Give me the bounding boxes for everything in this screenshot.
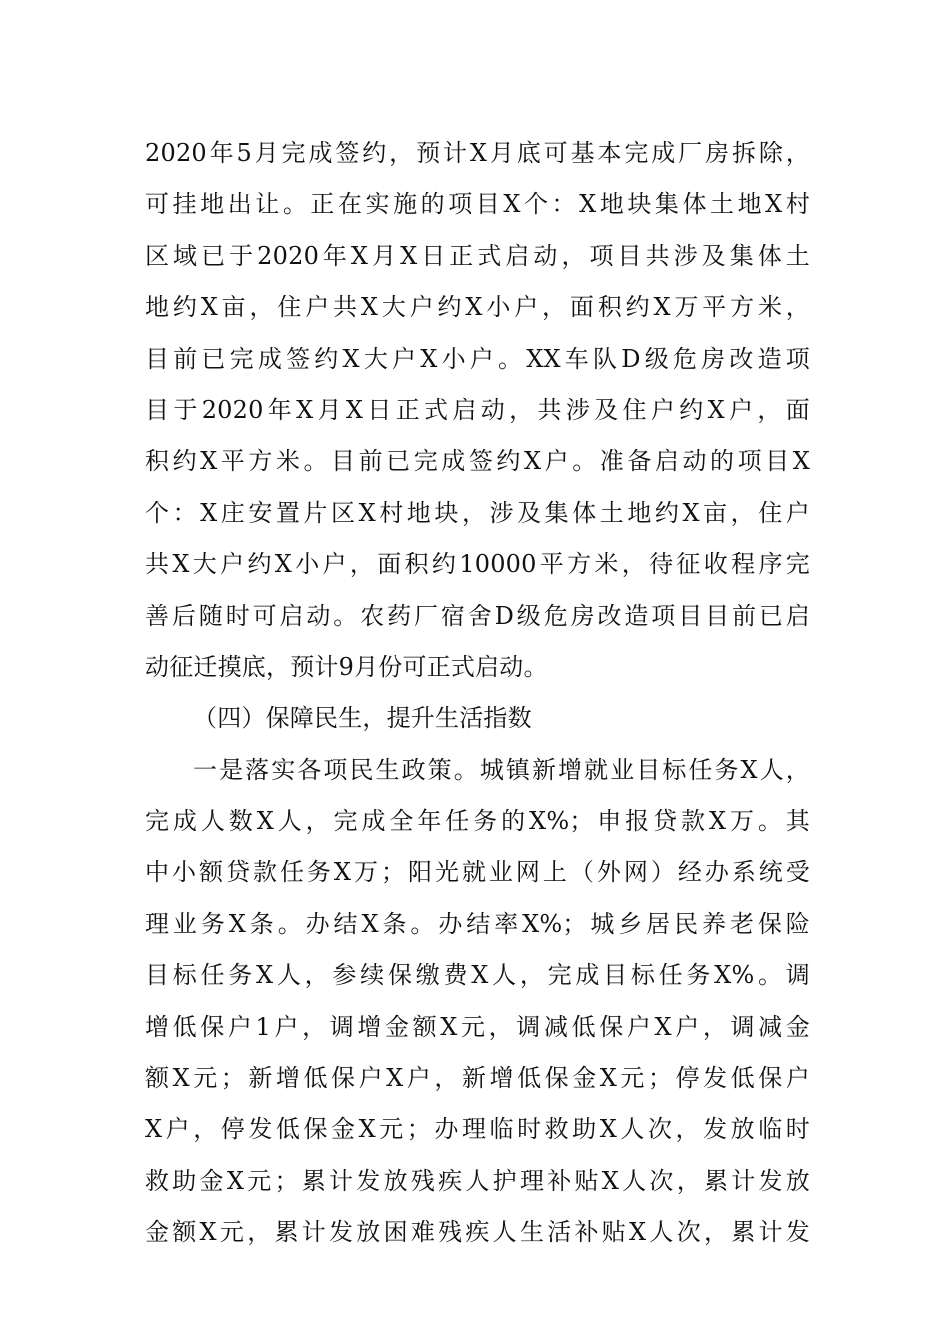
text-line: 善后随时可启动。农药厂宿舍D级危房改造项目目前已启 — [145, 601, 810, 630]
text-line: 完成人数X人，完成全年任务的X%；申报贷款X万。其 — [145, 807, 810, 836]
text-line: X户，停发低保金X元；办理临时救助X人次，发放临时 — [145, 1115, 810, 1144]
text-line: 目前已完成签约X大户X小户。XX车队D级危房改造项 — [145, 344, 810, 373]
text-line: 区域已于2020年X月X日正式启动，项目共涉及集体土 — [145, 241, 810, 270]
text-line: 理业务X条。办结X条。办结率X%；城乡居民养老保险 — [145, 909, 810, 938]
section-heading: （四）保障民生，提升生活指数 — [193, 704, 532, 733]
text-line: 目标任务X人，参续保缴费X人，完成目标任务X%。调 — [145, 961, 810, 990]
text-line: 可挂地出让。正在实施的项目X个：X地块集体土地X村 — [145, 190, 810, 219]
text-line: 积约X平方米。目前已完成签约X户。准备启动的项目X — [145, 447, 810, 476]
text-line: 2020年5月完成签约，预计X月底可基本完成厂房拆除， — [145, 139, 810, 167]
text-line: 个：X庄安置片区X村地块，涉及集体土地约X亩，住户 — [145, 498, 810, 527]
text-line: 地约X亩，住户共X大户约X小户，面积约X万平方米， — [145, 293, 810, 322]
text-line: 救助金X元；累计发放残疾人护理补贴X人次，累计发放 — [145, 1166, 810, 1195]
text-line: 共X大户约X小户，面积约10000平方米，待征收程序完 — [145, 550, 810, 579]
text-line: 金额X元，累计发放困难残疾人生活补贴X人次，累计发 — [145, 1218, 810, 1247]
text-line: 动征迁摸底，预计9月份可正式启动。 — [145, 652, 548, 681]
text-line: 额X元；新增低保户X户，新增低保金X元；停发低保户 — [145, 1064, 810, 1093]
text-line: 目于2020年X月X日正式启动，共涉及住户约X户，面 — [145, 395, 810, 424]
text-line: 一是落实各项民生政策。城镇新增就业目标任务X人， — [193, 755, 810, 784]
document-body — [145, 128, 810, 1259]
text-line: 增低保户1户，调增金额X元，调减低保户X户，调减金 — [145, 1012, 810, 1041]
text-line: 中小额贷款任务X万；阳光就业网上（外网）经办系统受 — [145, 858, 810, 887]
